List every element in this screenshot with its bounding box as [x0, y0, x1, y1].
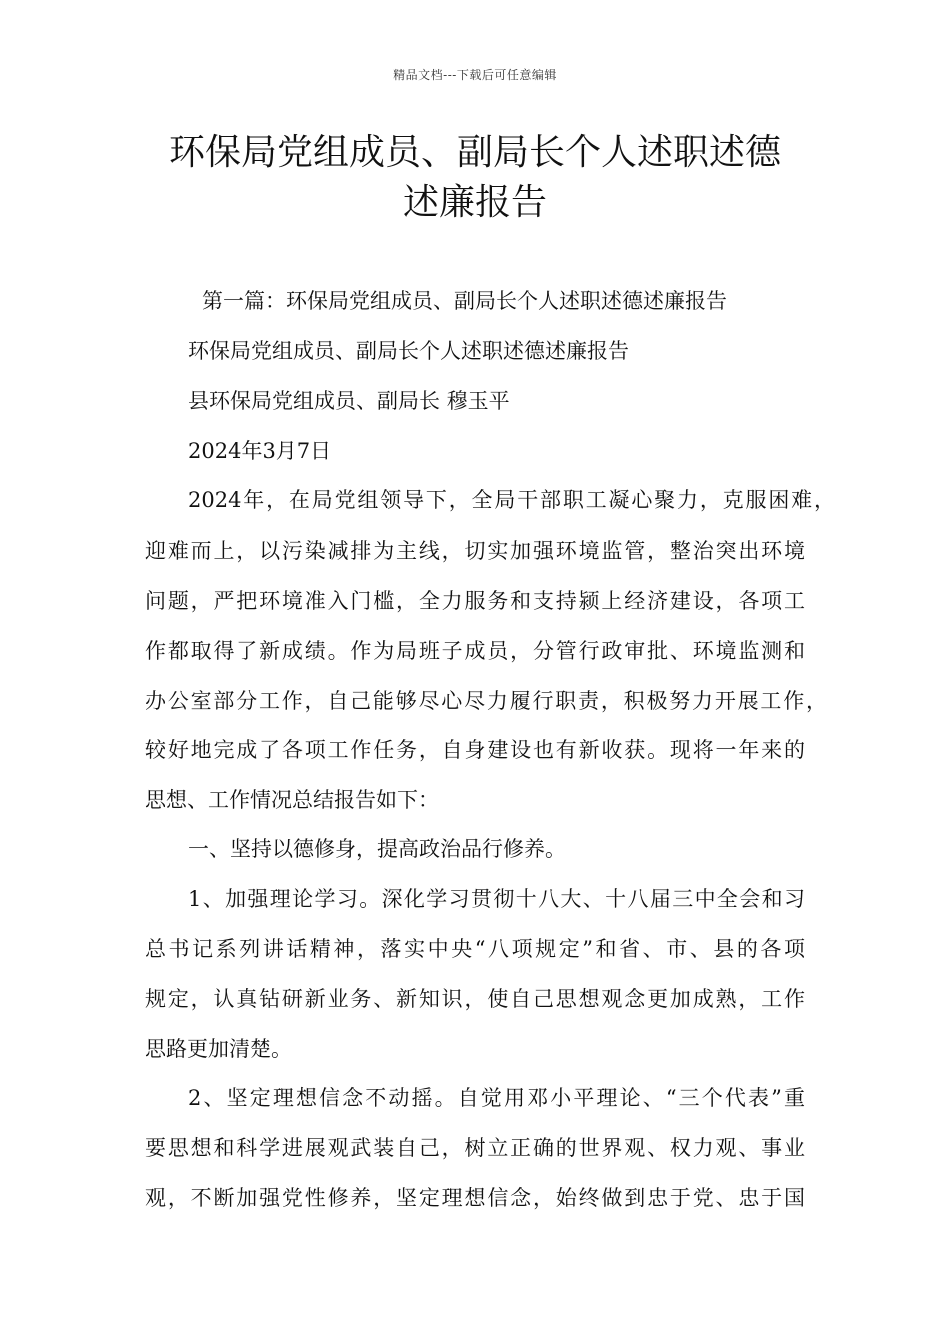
paragraph-line: 要思想和科学进展观武装自己，树立正确的世界观、权力观、事业 [145, 1136, 805, 1160]
paragraph-line: 思想、工作情况总结报告如下： [145, 788, 439, 812]
paragraph-line: 作都取得了新成绩。作为局班子成员，分管行政审批、环境监测和 [145, 639, 805, 663]
paragraph-line: 1、加强理论学习。深化学习贯彻十八大、十八届三中全会和习 [188, 887, 805, 911]
paragraph-line: 迎难而上，以污染减排为主线，切实加强环境监管，整治突出环境 [145, 539, 805, 563]
document-title-line-2: 述廉报告 [402, 182, 547, 223]
section-heading: 一、坚持以德修身，提高政治品行修养。 [188, 837, 566, 861]
paragraph-line: 问题，严把环境准入门槛，全力服务和支持颍上经济建设，各项工 [145, 589, 805, 613]
paragraph-line: 2024年，在局党组领导下，全局干部职工凝心聚力，克服困难， [188, 488, 835, 512]
document-title [120, 128, 830, 228]
author-line: 县环保局党组成员、副局长 穆玉平 [188, 389, 510, 413]
date-line: 2024年3月7日 [188, 439, 332, 463]
paragraph-line: 观，不断加强党性修养，坚定理想信念，始终做到忠于党、忠于国 [145, 1186, 805, 1210]
paragraph-line: 总书记系列讲话精神，落实中央“八项规定”和省、市、县的各项 [145, 937, 805, 961]
document-title-line-1: 环保局党组成员、副局长个人述职述德 [168, 132, 781, 173]
header-note: 精品文档---下载后可任意编辑 [393, 68, 557, 82]
paragraph-line: 思路更加清楚。 [145, 1037, 292, 1061]
chapter-heading: 第一篇：环保局党组成员、副局长个人述职述德述廉报告 [202, 289, 727, 313]
paragraph-line: 规定，认真钻研新业务、新知识，使自己思想观念更加成熟，工作 [145, 987, 805, 1011]
paragraph-line: 办公室部分工作，自己能够尽心尽力履行职责，积极努力开展工作， [145, 689, 827, 713]
paragraph-line: 2、坚定理想信念不动摇。自觉用邓小平理论、“三个代表”重 [188, 1086, 805, 1110]
paragraph-line: 较好地完成了各项工作任务，自身建设也有新收获。现将一年来的 [145, 738, 805, 762]
report-subtitle: 环保局党组成员、副局长个人述职述德述廉报告 [188, 339, 629, 363]
